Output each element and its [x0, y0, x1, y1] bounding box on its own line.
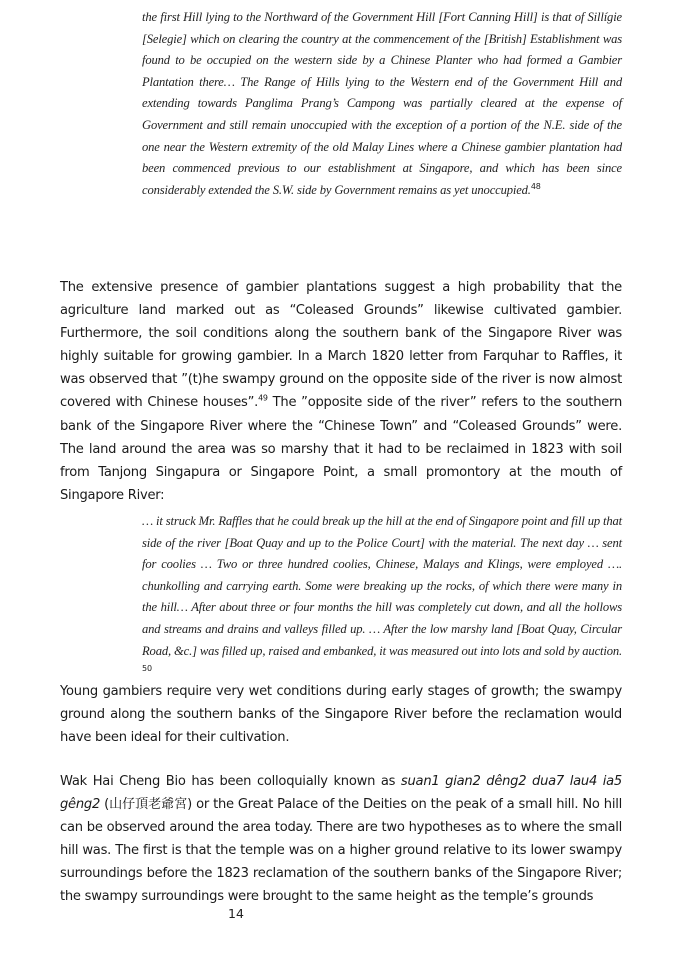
paragraph-gambier-plantations [60, 276, 622, 507]
paragraph-young-gambiers [60, 680, 622, 749]
block-quote-hill-survey [142, 7, 622, 201]
paragraph-text: The extensive presence of gambier plantations suggest a high probability that the agriculture land marked out as “Coleased Grounds” likewise cultivated gambier. Furthermore, the soil conditions along the southern bank of the Singapore River was highly suitable for growing gambier. In a March 1820 letter from Farquhar to Raffles, it was observed that ”(t)he swampy ground on the opposite side of the river is now almost covered with Chinese houses”. [60, 280, 622, 411]
footnote-ref[interactable]: 48 [530, 181, 541, 191]
paragraph-text-continued: or the Great Palace of the Deities on the peak of a small hill. No hill can be observed around the area today. There are two hypotheses as to where the small hill was. The first is that the temple was on a higher ground relative to its lower swampy surroundings before the 1823 reclamation of the southern banks of the Singapore River; the swampy surroundings were brought to the same height as the temple’s grounds [60, 797, 622, 905]
footnote-ref[interactable]: 50 [142, 663, 152, 673]
romanized-name: suan1 gian2 dêng2 dua7 lau4 ia5 gêng2 [60, 774, 622, 813]
quote-text: the first Hill lying to the Northward of the Government Hill [Fort Canning Hill] is that of Sillígie [Selegie] which on clearing the country at the commencement of the [British] Establishment was found to be occupied on the western side by a Chinese Planter who had formed a Gambier Plantation there… The Range of Hills lying to the Western end of the Government Hill and extending towards Panglima Prang’s Campong was partially cleared at the expense of Government and still remain unoccupied with the exception of a portion of the N.E. side of the one near the Western extremity of the old Malay Lines where a Chinese gambier plantation had been commenced previous to our establishment at Singapore, and which has been since considerably extended the S.W. side by Government remains as yet unoccupied. [142, 10, 622, 197]
block-quote-reclamation [142, 511, 622, 684]
paragraph-text: Wak Hai Cheng Bio has been colloquially known as [60, 774, 401, 789]
paragraph-text-continued: The ”opposite side of the river” refers to the southern bank of the Singapore River where the “Chinese Town” and “Coleased Grounds” were. The land around the area was so marshy that it had to be reclaimed in 1823 with soil from Tanjong Singapura or Singapore Point, a small promontory at the mouth of Singapore River: [60, 395, 622, 503]
quote-text: … it struck Mr. Raffles that he could break up the hill at the end of Singapore point and fill up that side of the river [Boat Quay and up to the Police Court] with the material. The next day … sent for coolies … Two or three hundred coolies, Chinese, Malays and Klings, were employed …. chunkolling and carrying earth. Some were breaking up the rocks, of which there were many in the hill… After about three or four months the hill was completely cut down, and all the hollows and streams and drains and valleys filled up. … After the low marshy land [Boat Quay, Circular Road, &c.] was filled up, raised and embanked, it was measured out into lots and sold by auction. [142, 514, 622, 658]
page-number: 14 [228, 906, 244, 921]
chinese-name: (山仔頂老爺宮) [100, 797, 193, 813]
paragraph-text: Young gambiers require very wet conditions during early stages of growth; the swampy ground along the southern banks of the Singapore River before the reclamation would have been ideal for their cultivation. [60, 684, 622, 746]
footnote-ref[interactable]: 49 [258, 394, 268, 404]
paragraph-wak-hai-cheng-bio [60, 770, 622, 909]
